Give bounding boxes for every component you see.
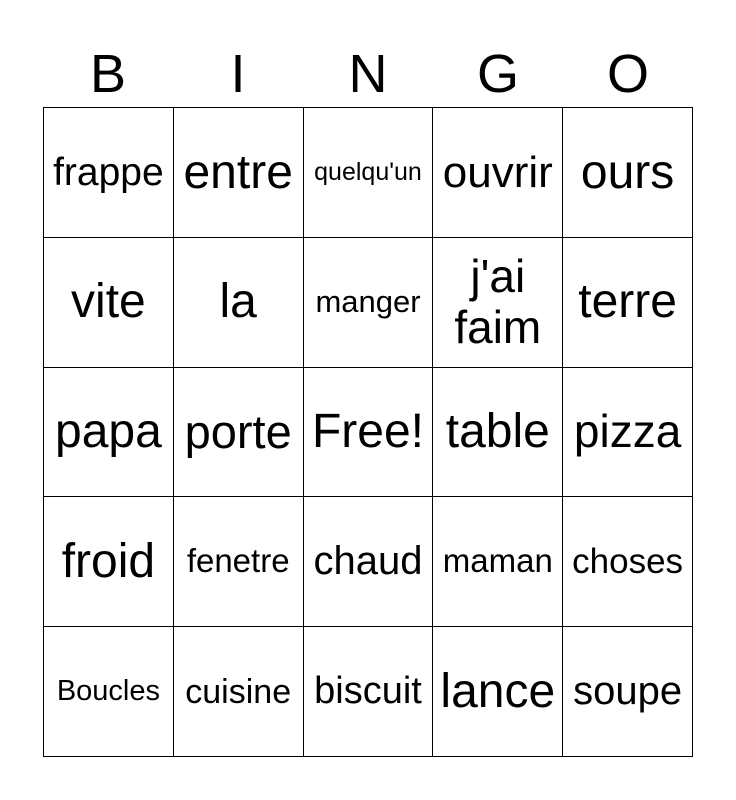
- bingo-cell[interactable]: terre: [563, 237, 693, 367]
- bingo-cell[interactable]: quelqu'un: [303, 108, 433, 238]
- free-space-cell[interactable]: Free!: [303, 367, 433, 497]
- bingo-cell[interactable]: soupe: [563, 627, 693, 757]
- bingo-header: [43, 40, 693, 108]
- bingo-cell[interactable]: pizza: [563, 367, 693, 497]
- bingo-cell[interactable]: lance: [433, 627, 563, 757]
- bingo-cell[interactable]: maman: [433, 497, 563, 627]
- bingo-cell[interactable]: manger: [303, 237, 433, 367]
- bingo-cell[interactable]: froid: [44, 497, 174, 627]
- bingo-cell[interactable]: choses: [563, 497, 693, 627]
- bingo-cell[interactable]: la: [173, 237, 303, 367]
- header-letter-n: N: [348, 44, 388, 104]
- bingo-row: [44, 237, 693, 367]
- bingo-cell[interactable]: j'ai faim: [433, 237, 563, 367]
- bingo-cell[interactable]: porte: [173, 367, 303, 497]
- bingo-cell[interactable]: table: [433, 367, 563, 497]
- bingo-cell[interactable]: biscuit: [303, 627, 433, 757]
- header-letter-i: I: [230, 44, 246, 104]
- bingo-cell[interactable]: entre: [173, 108, 303, 238]
- header-letter-o: O: [606, 44, 649, 104]
- bingo-cell[interactable]: chaud: [303, 497, 433, 627]
- bingo-cell[interactable]: ouvrir: [433, 108, 563, 238]
- header-letter-g: G: [476, 44, 519, 104]
- bingo-cell[interactable]: Boucles: [44, 627, 174, 757]
- bingo-row: [44, 367, 693, 497]
- header-letter-b: B: [89, 44, 127, 104]
- bingo-cell[interactable]: papa: [44, 367, 174, 497]
- bingo-card-grid: [43, 107, 693, 757]
- bingo-row: [44, 108, 693, 238]
- bingo-cell[interactable]: vite: [44, 237, 174, 367]
- bingo-row: [44, 497, 693, 627]
- bingo-cell[interactable]: fenetre: [173, 497, 303, 627]
- bingo-cell[interactable]: cuisine: [173, 627, 303, 757]
- bingo-cell[interactable]: frappe: [44, 108, 174, 238]
- bingo-cell[interactable]: ours: [563, 108, 693, 238]
- bingo-row: [44, 627, 693, 757]
